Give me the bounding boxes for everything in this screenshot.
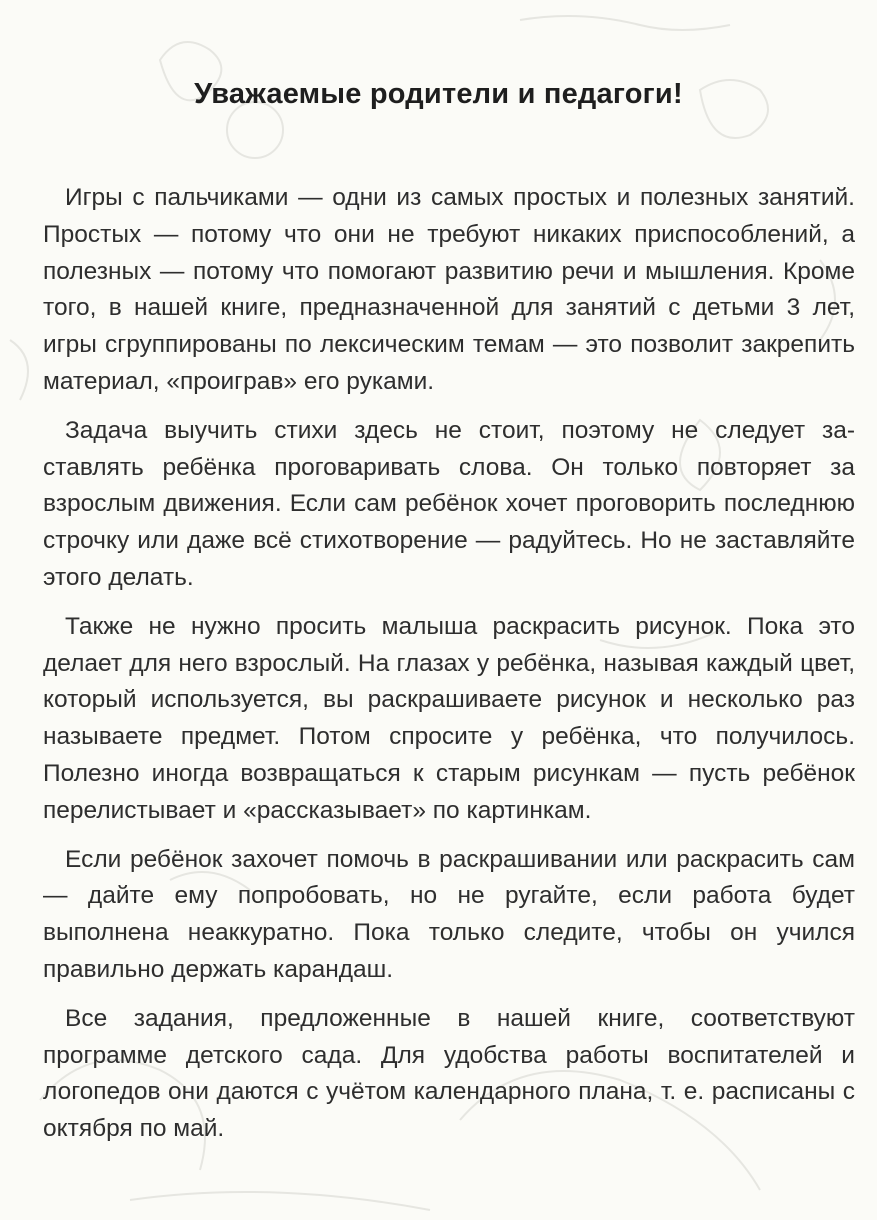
article-body <box>43 180 855 1160</box>
page-title: Уважаемые родители и педагоги! <box>194 78 683 110</box>
paragraph: Также не нужно просить малыша раскрасить рисунок. Пока это делает для него взрослый. На глазах у ребёнка, называя каждый цвет, который используется, вы раскрашиваете рисунок и несколько раз называете предмет. Потом спросите у ребёнка, что получилось. Полезно иногда возвращаться к старым рисункам — пусть ребёнок перелистывает и «рассказывает» по картинкам. <box>43 612 855 824</box>
paragraph: Если ребёнок захочет помочь в раскрашивании или раскрасить сам — дайте ему попробовать, но не ругайте, если работа будет выполнена неаккуратно. Пока только следите, чтобы он учился правильно держать карандаш. <box>43 845 855 983</box>
paragraph: Все задания, предложенные в нашей книге, соответствуют программе детского сада. Для удобства работы воспитателей и логопедов они даются с учётом календарного плана, т. е. расписаны с октября по май. <box>43 1004 855 1143</box>
paragraph: Игры с пальчиками — одни из самых простых и полезных занятий. Простых — потому что они не требуют никаких приспособлений, а полезных — потому что помогают развитию речи и мышления. Кроме того, в нашей книге, предназначенной для занятий с детьми 3 лет, игры сгруппированы по лексическим темам — это позволит закрепить материал, «проиграв» его руками. <box>43 184 855 395</box>
paragraph: Задача выучить стихи здесь не стоит, поэтому не следует заставлять ребёнка проговаривать слова. Он только повторяет за взрослым движения. Если сам ребёнок хочет проговорить последнюю строчку или даже всё стихотворение — радуйтесь. Но не заставляйте этого делать. <box>43 416 855 591</box>
